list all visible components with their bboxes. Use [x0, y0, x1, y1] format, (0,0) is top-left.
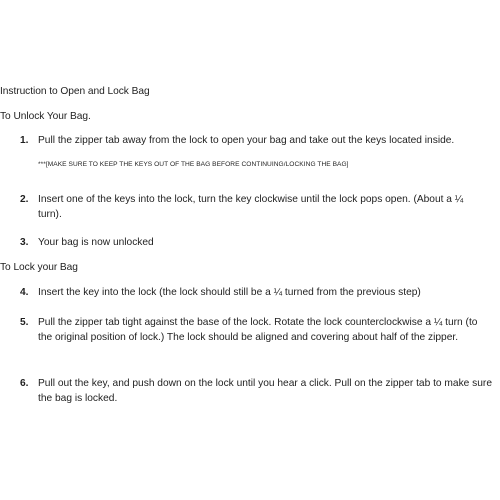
step-text: Pull out the key, and push down on the lock until you hear a click. Pull on the zipper tab to make sure the bag is locked.	[38, 378, 492, 404]
step-note: ***[MAKE SURE TO KEEP THE KEYS OUT OF THE BAG BEFORE CONTINUING/LOCKING THE BAG]	[38, 161, 349, 168]
step-number: 2.	[20, 194, 29, 205]
step-text: Pull the zipper tab away from the lock to open your bag and take out the keys located inside.	[38, 135, 455, 146]
step-number: 5.	[20, 317, 29, 328]
step-text: Insert one of the keys into the lock, turn the key clockwise until the lock pops open. (About a ¼ turn).	[38, 194, 464, 220]
step-number: 6.	[20, 378, 29, 389]
step-number: 3.	[20, 237, 29, 248]
unlock-heading: To Unlock Your Bag.	[0, 111, 91, 122]
step-number: 4.	[20, 287, 29, 298]
document-title: Instruction to Open and Lock Bag	[0, 86, 150, 97]
step-text: Pull the zipper tab tight against the base of the lock. Rotate the lock counterclockwise a ¼ turn (to the original position of lock.) The lock should be aligned and covering about half of the zipper.	[38, 317, 478, 343]
step-number: 1.	[20, 135, 29, 146]
lock-heading: To Lock your Bag	[0, 262, 78, 273]
step-text: Your bag is now unlocked	[38, 237, 154, 248]
step-text: Insert the key into the lock (the lock should still be a ¼ turned from the previous step)	[38, 287, 421, 298]
